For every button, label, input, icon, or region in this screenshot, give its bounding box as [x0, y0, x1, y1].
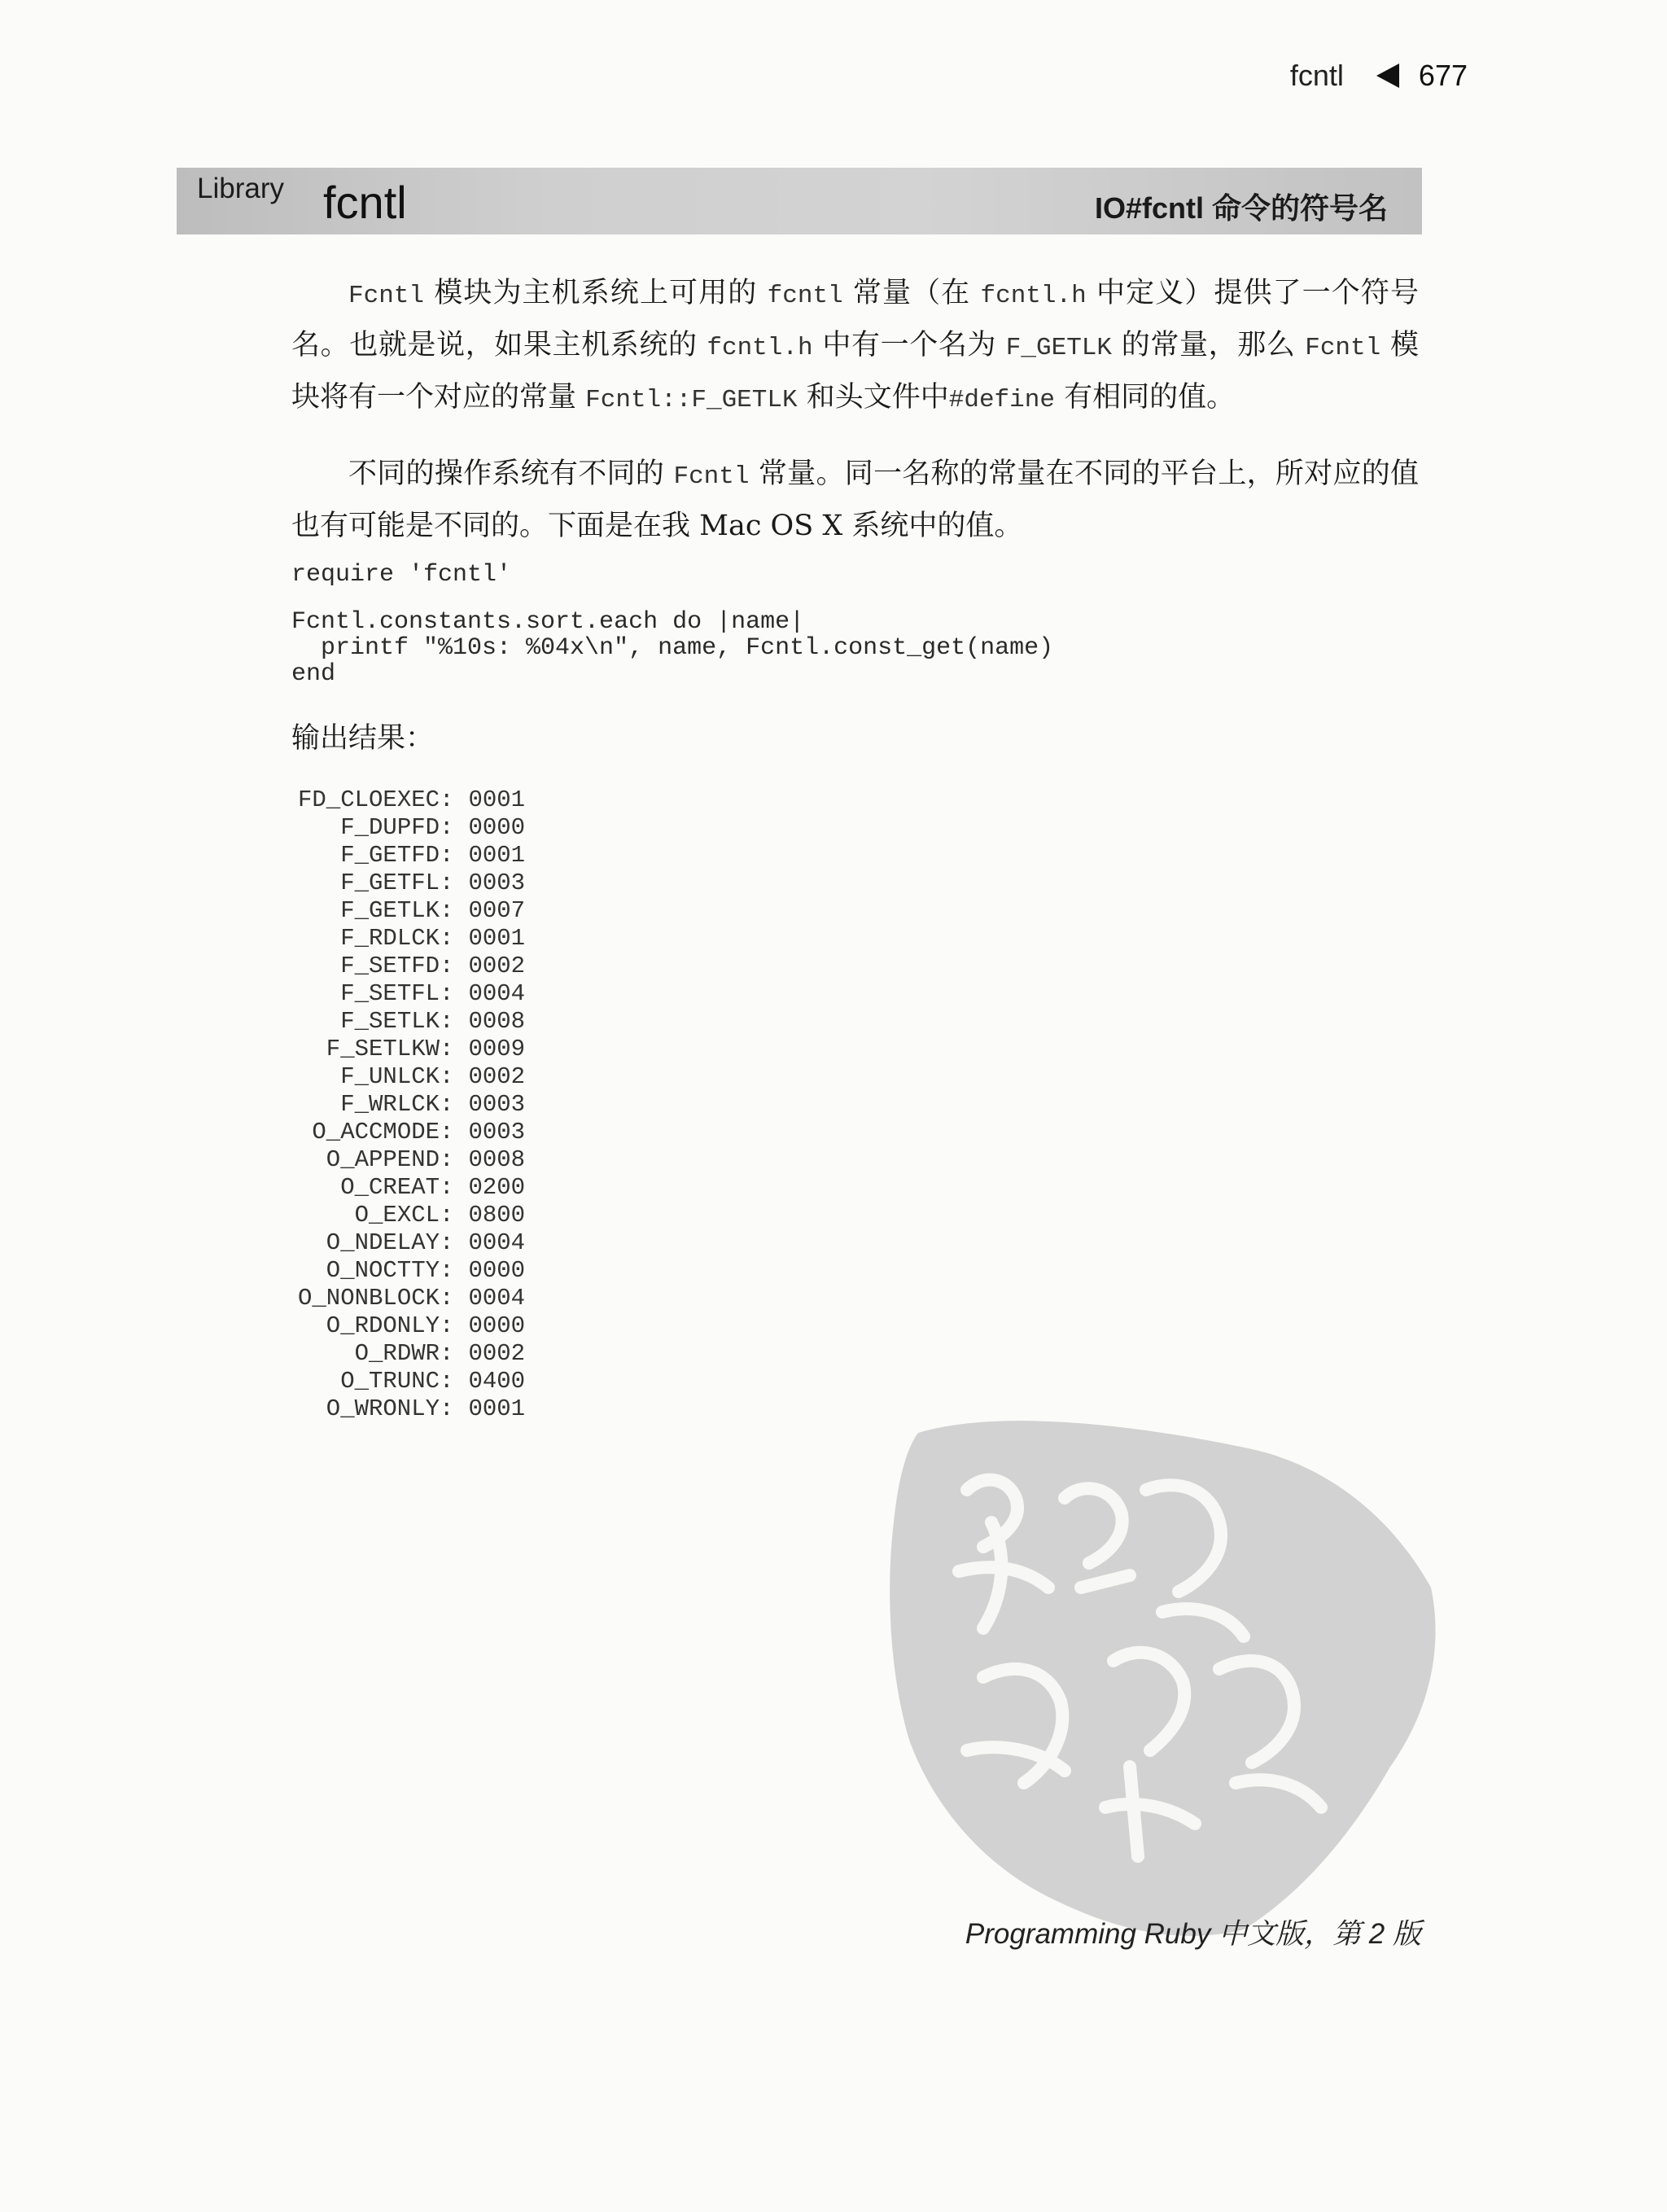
- output-row: [298, 1229, 525, 1257]
- constant-name: O_WRONLY:: [326, 1395, 454, 1422]
- constant-value: 0008: [468, 1146, 526, 1173]
- inline-code: Fcntl: [348, 282, 425, 310]
- output-row: [298, 953, 525, 980]
- constant-name: O_NDELAY:: [326, 1229, 454, 1256]
- output-row: [298, 1202, 525, 1229]
- output-table-body: [298, 786, 525, 1423]
- constant-value: 0004: [468, 1285, 526, 1312]
- main-content: [291, 269, 1419, 1423]
- intro-paragraph-1: [291, 269, 1419, 425]
- constant-name: F_DUPFD:: [340, 814, 454, 841]
- constant-name: F_GETFL:: [340, 869, 454, 896]
- banner-tag: Library: [197, 173, 284, 204]
- constant-value: 0001: [468, 842, 526, 869]
- code-line: printf "%10s: %04x\n", name, Fcntl.const_get(name): [291, 634, 1054, 662]
- constant-name: O_NONBLOCK:: [298, 1285, 454, 1312]
- output-row: [298, 842, 525, 869]
- constant-name: O_RDONLY:: [326, 1312, 454, 1339]
- page-number: 677: [1418, 59, 1468, 92]
- output-row: [298, 1285, 525, 1312]
- constant-name: F_SETFL:: [340, 980, 454, 1007]
- paragraph-text: 的常量，那么: [1112, 329, 1306, 361]
- constant-value: 0007: [468, 897, 526, 924]
- running-head-section: fcntl: [1289, 59, 1344, 92]
- constant-value: 0001: [468, 1395, 526, 1422]
- paragraph-text: 模块为主机系统上可用的: [424, 277, 768, 309]
- constant-value: 0004: [468, 980, 526, 1007]
- constant-value: 0008: [468, 1008, 526, 1035]
- library-name: fcntl: [323, 177, 407, 228]
- inline-code: Fcntl: [1305, 334, 1381, 362]
- constant-value: 0000: [468, 1257, 526, 1284]
- output-row: [298, 786, 525, 814]
- intro-paragraph-2: [291, 449, 1419, 550]
- paragraph-text: 常量（在: [842, 277, 981, 309]
- inline-code: fcntl.h: [707, 334, 813, 362]
- output-row: [298, 814, 525, 842]
- inline-code: #define: [948, 386, 1055, 414]
- constant-name: F_SETLKW:: [326, 1036, 454, 1062]
- paragraph-text: 常量。同一名称的常量在不同的平台上，所对应的值也有可能是不同的。下面是在我 Mac OS X 系统中的值。: [291, 458, 1419, 542]
- constant-value: 0004: [468, 1229, 526, 1256]
- constant-value: 0009: [468, 1036, 526, 1062]
- inline-code: fcntl.h: [980, 282, 1087, 310]
- constant-name: FD_CLOEXEC:: [298, 786, 454, 813]
- constant-value: 0001: [468, 925, 526, 952]
- output-row: [298, 1340, 525, 1368]
- paragraph-text: 中定义）提供了一个符号名。也就是说，如果主机系统的: [291, 277, 1419, 361]
- library-banner: [177, 168, 1422, 234]
- code-listing: [291, 562, 1419, 687]
- output-label: 输出结果：: [291, 722, 435, 755]
- constant-name: F_WRLCK:: [340, 1091, 454, 1118]
- footer-book-title: Programming Ruby 中文版，第 2 版: [965, 1918, 1421, 1950]
- paragraph-text: 不同的操作系统有不同的: [348, 458, 674, 490]
- code-line: Fcntl.constants.sort.each do |name|: [291, 608, 805, 636]
- constant-name: F_GETFD:: [340, 842, 454, 869]
- constant-name: O_TRUNC:: [340, 1368, 454, 1395]
- paragraph-text: 模块将有一个对应的常量: [291, 329, 1419, 414]
- constant-name: F_UNLCK:: [340, 1063, 454, 1090]
- constant-name: F_RDLCK:: [340, 925, 454, 952]
- constant-value: 0400: [468, 1368, 526, 1395]
- seal-shape: [890, 1421, 1435, 1936]
- library-description: IO#fcntl 命令的符号名: [1094, 191, 1388, 225]
- seal-stamp: [869, 1400, 1439, 1938]
- output-row: [298, 1091, 525, 1119]
- paragraph-text: 和头文件中: [797, 381, 949, 414]
- constant-name: F_SETFD:: [340, 953, 454, 979]
- inline-code: F_GETLK: [1005, 334, 1113, 362]
- constant-value: 0002: [468, 1340, 526, 1367]
- constant-value: 0002: [468, 953, 526, 979]
- output-row: [298, 980, 525, 1008]
- constant-value: 0003: [468, 869, 526, 896]
- output-row: [298, 897, 525, 925]
- output-row: [298, 1174, 525, 1202]
- constant-name: F_GETLK:: [340, 897, 454, 924]
- output-row: [298, 1395, 525, 1423]
- constant-name: O_NOCTTY:: [326, 1257, 454, 1284]
- constant-name: O_EXCL:: [354, 1202, 454, 1229]
- output-row: [298, 1036, 525, 1063]
- code-line: require 'fcntl': [291, 561, 512, 589]
- paragraph-text: 有相同的值。: [1054, 381, 1236, 414]
- output-table: [298, 786, 525, 1423]
- output-row: [298, 1008, 525, 1036]
- constant-name: F_SETLK:: [340, 1008, 454, 1035]
- output-row: [298, 1146, 525, 1174]
- constant-value: 0800: [468, 1202, 526, 1229]
- constant-name: O_APPEND:: [326, 1146, 454, 1173]
- running-head: [1290, 59, 1468, 93]
- constant-name: O_ACCMODE:: [312, 1119, 454, 1145]
- inline-code: Fcntl::F_GETLK: [585, 386, 798, 414]
- constant-value: 0200: [468, 1174, 526, 1201]
- left-triangle-icon: [1376, 64, 1399, 88]
- constant-value: 0003: [468, 1091, 526, 1118]
- output-row: [298, 1063, 525, 1091]
- inline-code: fcntl: [767, 282, 843, 310]
- constant-value: 0000: [468, 814, 526, 841]
- code-line: end: [291, 660, 336, 688]
- output-row: [298, 925, 525, 953]
- constant-value: 0003: [468, 1119, 526, 1145]
- output-row: [298, 1312, 525, 1340]
- output-row: [298, 1257, 525, 1285]
- constant-name: O_CREAT:: [340, 1174, 454, 1201]
- output-row: [298, 869, 525, 897]
- constant-value: 0002: [468, 1063, 526, 1090]
- constant-value: 0001: [468, 786, 526, 813]
- constant-value: 0000: [468, 1312, 526, 1339]
- constant-name: O_RDWR:: [354, 1340, 454, 1367]
- paragraph-text: 中有一个名为: [812, 329, 1006, 361]
- inline-code: Fcntl: [673, 462, 750, 491]
- code-blank-line: [291, 588, 1419, 609]
- output-row: [298, 1119, 525, 1146]
- output-row: [298, 1368, 525, 1395]
